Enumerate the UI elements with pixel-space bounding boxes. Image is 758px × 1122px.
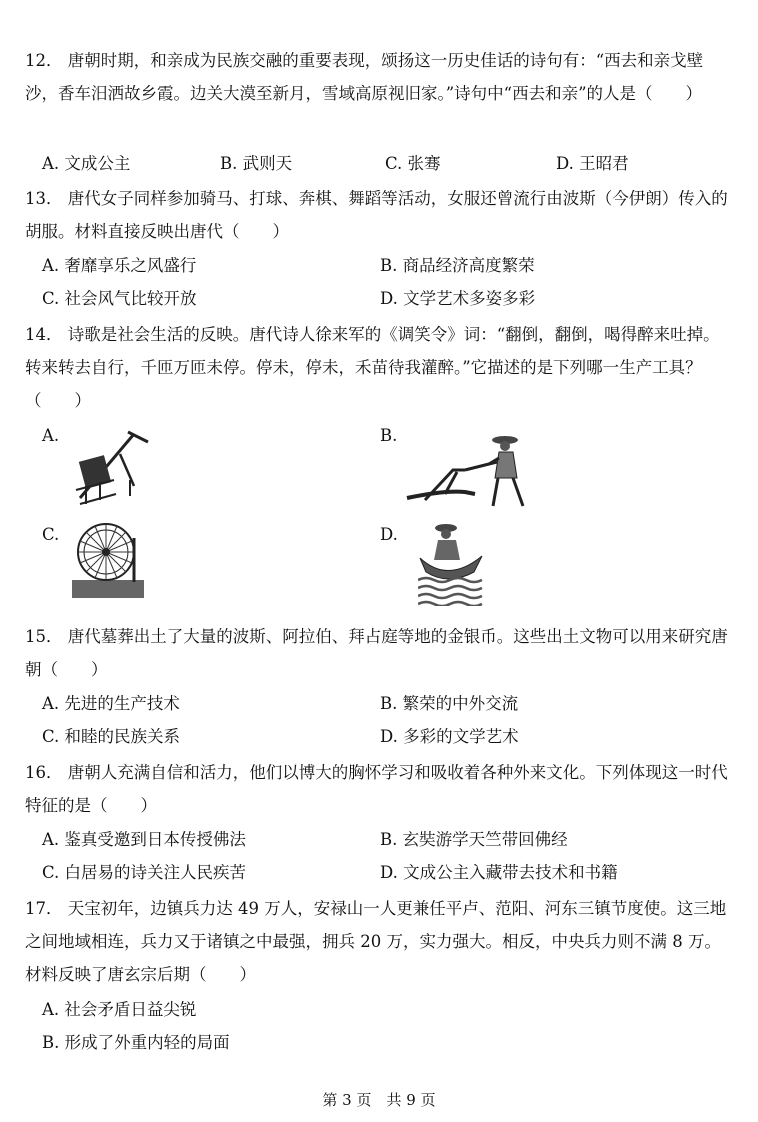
q16-option-d[interactable]: D. 文成公主入藏带去技术和书籍 — [380, 863, 618, 882]
q16-option-c[interactable]: C. 白居易的诗关注人民疾苦 — [42, 863, 247, 882]
q12-option-c[interactable]: C. 张骞 — [385, 154, 441, 173]
question-16-stem: 16． 唐朝人充满自信和活力，他们以博大的胸怀学习和吸收着各种外来文化。下列体现这一时代特征的是（ ） — [25, 763, 728, 815]
q12-option-b[interactable]: B. 武则天 — [220, 154, 293, 173]
question-13-stem: 13． 唐代女子同样参加骑马、打球、奔棋、舞蹈等活动，女服还曾流行由波斯（今伊朗）传入的胡服。材料直接反映出唐代（ ） — [25, 189, 728, 241]
question-14-stem: 14． 诗歌是社会生活的反映。唐代诗人徐来军的《调笑令》词：“翻倒，翻倒，喝得醉来吐掉。转来转去自行，千匝万匝未停。停未，停未，禾苗待我灌醉。”它描述的是下列哪一生产工具？（ ） — [25, 325, 720, 410]
q15-option-a[interactable]: A. 先进的生产技术 — [42, 694, 180, 713]
q16-option-a[interactable]: A. 鉴真受邀到日本传授佛法 — [42, 830, 246, 849]
farmer-on-boat-image — [418, 520, 484, 606]
q14-option-b[interactable]: B. — [380, 426, 398, 445]
q12-option-a[interactable]: A. 文成公主 — [42, 154, 131, 173]
q14-option-c[interactable]: C. — [42, 525, 60, 544]
q15-option-d[interactable]: D. 多彩的文学艺术 — [380, 727, 519, 746]
q13-option-d[interactable]: D. 文学艺术多姿多彩 — [380, 289, 536, 308]
q17-option-a[interactable]: A. 社会矛盾日益尖锐 — [42, 1000, 197, 1019]
q14-option-a[interactable]: A. — [42, 426, 60, 445]
question-15-stem: 15． 唐代墓葬出土了大量的波斯、阿拉伯、拜占庭等地的金银币。这些出土文物可以用来研究唐朝（ ） — [25, 627, 728, 679]
q13-option-b[interactable]: B. 商品经济高度繁荣 — [380, 256, 535, 275]
ox-plow-farmer-image — [405, 430, 530, 510]
q12-option-d[interactable]: D. 王昭君 — [556, 154, 629, 173]
curved-shaft-plow-image — [70, 428, 152, 508]
q13-option-c[interactable]: C. 社会风气比较开放 — [42, 289, 197, 308]
q14-option-d[interactable]: D. — [380, 525, 398, 544]
q16-option-b[interactable]: B. 玄奘游学天竺带回佛经 — [380, 830, 568, 849]
q15-option-b[interactable]: B. 繁荣的中外交流 — [380, 694, 519, 713]
waterwheel-tongche-image — [72, 518, 144, 598]
q15-option-c[interactable]: C. 和睦的民族关系 — [42, 727, 181, 746]
page-footer: 第 3 页 共 9 页 — [322, 1091, 436, 1109]
q13-option-a[interactable]: A. 奢靡享乐之风盛行 — [42, 256, 197, 275]
question-17-stem: 17． 天宝初年，边镇兵力达 49 万人，安禄山一人更兼任平卢、范阳、河东三镇节度使。这三地之间地域相连，兵力又于诸镇之中最强，拥兵 20 万，实力强大。相反，中央兵力则不满 8 万。材料反映了唐玄宗后期（ ） — [25, 899, 727, 984]
q17-option-b[interactable]: B. 形成了外重内轻的局面 — [42, 1033, 230, 1052]
question-12-stem: 12． 唐朝时期，和亲成为民族交融的重要表现，颂扬这一历史佳话的诗句有：“西去和亲戈壁沙，香车汨洒故乡霞。边关大漠至新月，雪域高原视旧家。”诗句中“西去和亲”的人是（ ） — [25, 51, 704, 103]
